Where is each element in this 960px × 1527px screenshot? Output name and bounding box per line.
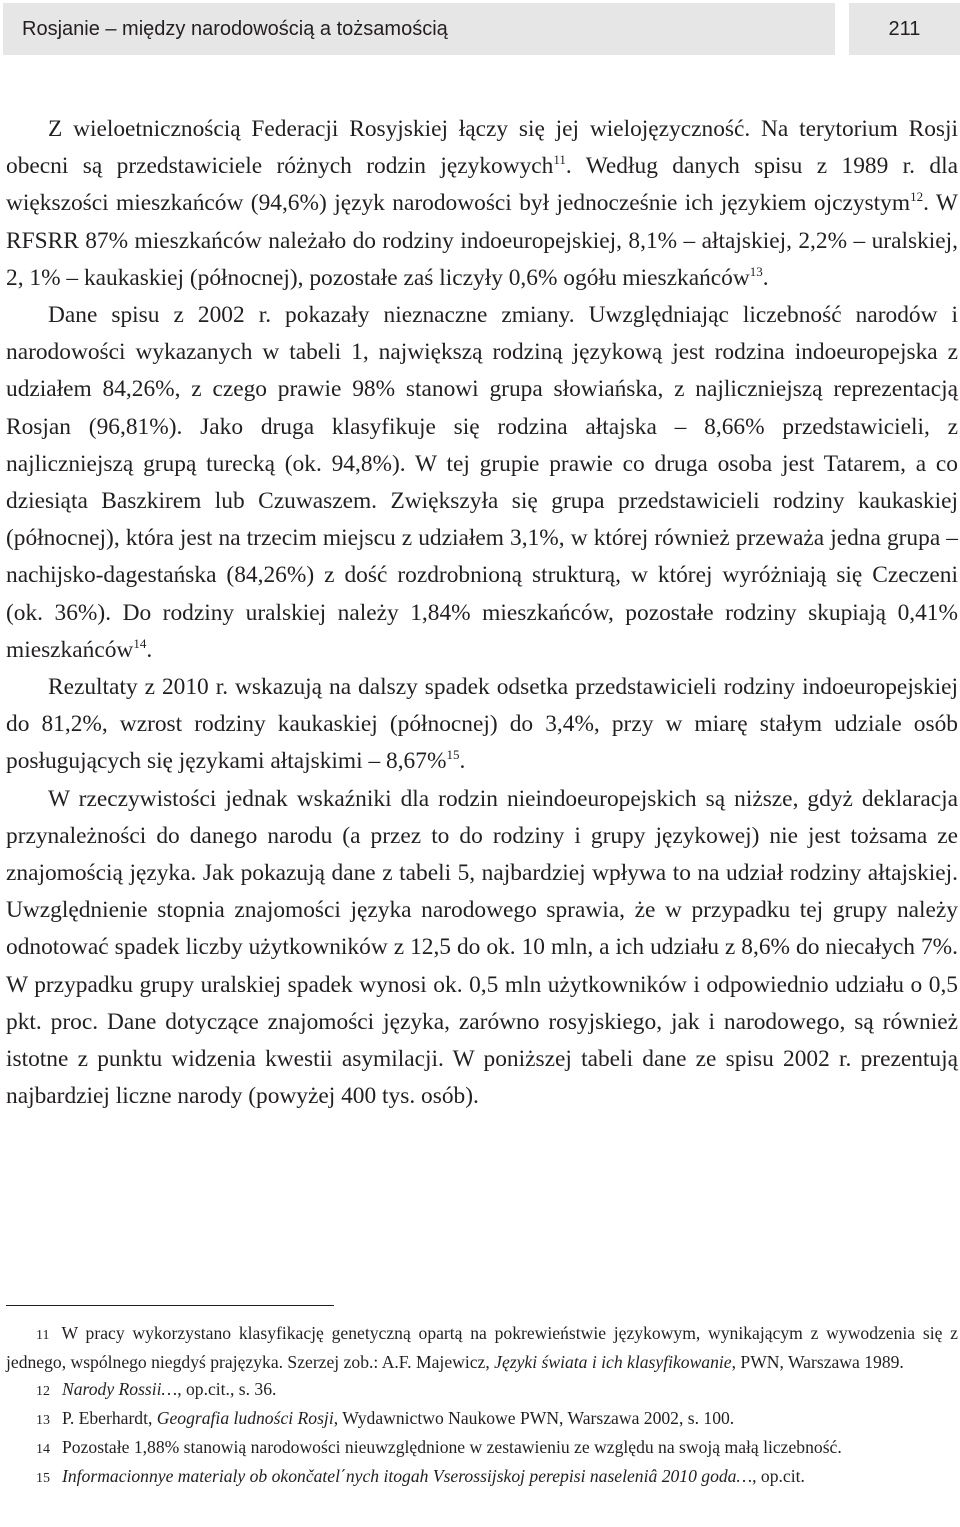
paragraph-1-text-c: . W RFSRR 87% mieszkańców należało do rodziny indoeuropejskiej, 8,1% – ałtajskiej, 2,2% – uralskiej, 2, 1% – kaukaskiej (północnej), pozostałe zaś liczyły 0,6% ogółu mieszkańców — [6, 190, 958, 291]
footnote-15-text-b: , op.cit. — [752, 1466, 805, 1486]
footnote-12 — [6, 1376, 958, 1405]
footnote-ref-13: 13 — [749, 263, 763, 279]
paragraph-1-text-b: . Według danych spisu z 1989 r. dla większości mieszkańców (94,6%) język narodowości był jednocześnie ich językiem ojczystym — [6, 153, 958, 217]
footnote-number: 12 — [36, 1384, 50, 1399]
footnote-number: 13 — [36, 1413, 50, 1428]
paragraph-1 — [6, 111, 958, 297]
paragraph-3 — [6, 669, 958, 781]
footnote-14-text-a: Pozostałe 1,88% stanowią narodowości nieuwzględnione w zestawieniu ze względu na swoją małą liczebność. — [62, 1437, 842, 1457]
paragraph-1-text-d: . — [762, 264, 769, 291]
footnote-ref-14: 14 — [133, 635, 147, 651]
footnote-15-title: Informacionnye materialy ob okončatel΄nych itogah Vserossijskoj perepisi naseleniâ 2010 goda… — [62, 1466, 753, 1486]
paragraph-3-text-a: Rezultaty z 2010 r. wskazują na dalszy spadek odsetka przedstawicieli rodziny indoeuropejskiej do 81,2%, wzrost rodziny kaukaskiej (północnej) do 3,4%, przy w miarę stałym udziale osób posługujących się językami ałtajskimi – 8,67% — [6, 674, 958, 775]
footnote-ref-11: 11 — [553, 152, 566, 168]
footnote-13-text-b: , Wydawnictwo Naukowe PWN, Warszawa 2002, s. 100. — [333, 1408, 735, 1428]
footnote-13-title: Geografia ludności Rosji — [156, 1408, 334, 1428]
footnote-11-text-a: W pracy wykorzystano klasyfikację genetyczną opartą na pokrewieństwie językowym, wynikającym z wywodzenia się z jednego, wspólnego niegdyś prajęzyka. Szerzej zob.: A.F. Majewicz, — [6, 1323, 958, 1372]
paragraph-2-text-a: Dane spisu z 2002 r. pokazały nieznaczne zmiany. Uwzględniając liczebność narodów i narodowości wykazanych w tabeli 1, największą rodziną językową jest rodzina indoeuropejska z udziałem 84,26%, z czego prawie 98% stanowi grupa słowiańska, z najliczniejszą reprezentacją Rosjan (96,81%). Jako druga klasyfikuje się rodzina ałtajska – 8,66% przedstawicieli, z najliczniejszą grupą turecką (ok. 94,8%). W tej grupie prawie co druga osoba jest Tatarem, a co dziesiąta Baszkirem lub Czuwaszem. Zwiększyła się grupa przedstawicieli rodziny kaukaskiej (północnej), która jest na trzecim miejscu z udziałem 3,1%, w której również przeważa jedna grupa – nachijsko-dagestańska (84,26%) z dość rozdrobnioną strukturą, w której wyróżniają się Czeczeni (ok. 36%). Do rodziny uralskiej należy 1,84% mieszkańców, pozostałe rodziny skupiają 0,41% mieszkańców — [6, 302, 958, 663]
paragraph-1-text-a: Z wieloetnicznością Federacji Rosyjskiej łączy się jej wielojęzyczność. Na terytorium Rosji obecni są przedstawiciele różnych rodzin językowych — [6, 116, 958, 180]
footnote-number: 14 — [36, 1442, 50, 1457]
footnote-11-title: Języki świata i ich klasyfikowanie — [494, 1352, 732, 1372]
footnote-number: 11 — [36, 1328, 50, 1343]
footnote-12-text-b: , op.cit., s. 36. — [177, 1379, 277, 1399]
footnote-13 — [6, 1405, 958, 1434]
running-title: Rosjanie – między narodowością a tożsamością — [3, 3, 835, 55]
footnote-ref-15: 15 — [446, 747, 460, 763]
footnote-15 — [6, 1463, 958, 1492]
footnotes — [6, 1320, 958, 1492]
footnote-14 — [6, 1434, 958, 1463]
footnote-ref-12: 12 — [910, 189, 924, 205]
paragraph-3-text-b: . — [459, 748, 466, 775]
paragraph-2 — [6, 297, 958, 669]
footnote-11-text-b: , PWN, Warszawa 1989. — [731, 1352, 904, 1372]
footnote-number: 15 — [36, 1471, 50, 1486]
footnote-13-text-a: P. Eberhardt, — [62, 1408, 157, 1428]
paragraph-4: W rzeczywistości jednak wskaźniki dla rodzin nieindoeuropejskich są niższe, gdyż deklaracja przynależności do danego narodu (a przez to do rodziny i grupy językowej) nie jest tożsama ze znajomością języka. Jak pokazują dane z tabeli 5, najbardziej wpływa to na udział rodziny ałtajskiej. Uwzględnienie stopnia znajomości języka narodowego sprawia, że w przypadku tej grupy należy odnotować spadek liczby użytkowników z 12,5 do ok. 10 mln, a ich udziału z 8,6% do niecałych 7%. W przypadku grupy uralskiej spadek wynosi ok. 0,5 mln użytkowników i odpowiednio udziału o 0,5 pkt. proc. Dane dotyczące znajomości języka, zarówno rosyjskiego, jak i narodowego, są również istotne z punktu widzenia kwestii asymilacji. W poniższej tabeli dane ze spisu 2002 r. prezentują najbardziej liczne narody (powyżej 400 tys. osób). — [6, 785, 958, 1110]
running-header — [0, 0, 960, 58]
main-text — [6, 111, 958, 1115]
paragraph-2-text-b: . — [146, 636, 153, 663]
page-number: 211 — [849, 3, 960, 55]
footnote-separator — [6, 1305, 334, 1306]
footnote-12-title: Narody Rossii… — [62, 1379, 178, 1399]
footnote-11 — [6, 1320, 958, 1376]
